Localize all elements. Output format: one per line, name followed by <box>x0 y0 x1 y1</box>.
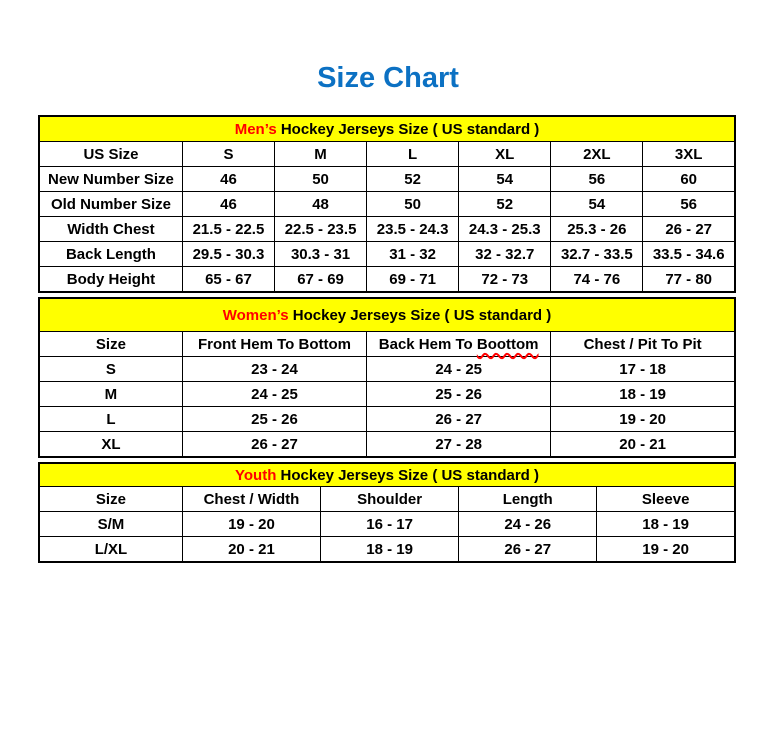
mens-size-table <box>38 115 736 293</box>
size-cell: 25.3 - 26 <box>551 217 643 242</box>
row-label: M <box>39 382 182 407</box>
table-row <box>39 242 735 267</box>
size-cell: 31 - 32 <box>367 242 459 267</box>
size-cell: 29.5 - 30.3 <box>182 242 274 267</box>
size-cell: 67 - 69 <box>275 267 367 293</box>
size-cell: 25 - 26 <box>182 407 366 432</box>
size-cell: 46 <box>182 192 274 217</box>
size-chart-tables <box>38 115 736 563</box>
size-cell: 60 <box>643 167 735 192</box>
table-title <box>39 298 735 332</box>
row-label: L <box>39 407 182 432</box>
row-label: Body Height <box>39 267 182 293</box>
size-cell: 24 - 25 <box>367 357 551 382</box>
row-label: XL <box>39 432 182 458</box>
column-header: Chest / Width <box>182 487 320 512</box>
size-cell: 46 <box>182 167 274 192</box>
column-header: XL <box>459 142 551 167</box>
column-header: M <box>275 142 367 167</box>
table-row <box>39 382 735 407</box>
size-cell: 33.5 - 34.6 <box>643 242 735 267</box>
size-cell: 50 <box>275 167 367 192</box>
table-title-text: Hockey Jerseys Size ( US standard ) <box>288 306 552 324</box>
column-header: US Size <box>39 142 182 167</box>
column-header-text: Back Hem To <box>378 335 477 353</box>
row-label: Back Length <box>39 242 182 267</box>
size-cell: 20 - 21 <box>182 537 320 563</box>
size-cell: 19 - 20 <box>551 407 735 432</box>
column-header: S <box>182 142 274 167</box>
column-header: Shoulder <box>321 487 459 512</box>
table-title-text: Hockey Jerseys Size ( US standard ) <box>276 466 539 484</box>
size-cell: 18 - 19 <box>551 382 735 407</box>
size-cell: 74 - 76 <box>551 267 643 293</box>
column-header: Size <box>39 332 182 357</box>
size-cell: 52 <box>459 192 551 217</box>
size-cell: 26 - 27 <box>182 432 366 458</box>
column-header: Size <box>39 487 182 512</box>
size-cell: 19 - 20 <box>597 537 735 563</box>
size-cell: 50 <box>367 192 459 217</box>
column-header: Length <box>459 487 597 512</box>
row-label: Width Chest <box>39 217 182 242</box>
row-label: S <box>39 357 182 382</box>
table-row <box>39 537 735 563</box>
size-cell: 54 <box>459 167 551 192</box>
table-row <box>39 192 735 217</box>
table-title-row <box>39 463 735 487</box>
table-title <box>39 116 735 142</box>
size-cell: 77 - 80 <box>643 267 735 293</box>
column-header: Sleeve <box>597 487 735 512</box>
size-cell: 24 - 25 <box>182 382 366 407</box>
table-title-row <box>39 298 735 332</box>
size-cell: 22.5 - 23.5 <box>275 217 367 242</box>
table-row <box>39 167 735 192</box>
size-cell: 56 <box>643 192 735 217</box>
column-header: 2XL <box>551 142 643 167</box>
size-cell: 32 - 32.7 <box>459 242 551 267</box>
size-cell: 16 - 17 <box>321 512 459 537</box>
column-header <box>367 332 551 357</box>
size-cell: 26 - 27 <box>367 407 551 432</box>
size-cell: 18 - 19 <box>597 512 735 537</box>
column-header-row <box>39 332 735 357</box>
table-row <box>39 407 735 432</box>
size-cell: 30.3 - 31 <box>275 242 367 267</box>
page-title: Size Chart <box>317 62 459 94</box>
size-cell: 21.5 - 22.5 <box>182 217 274 242</box>
size-cell: 69 - 71 <box>367 267 459 293</box>
table-title-text: Hockey Jerseys Size ( US standard ) <box>276 120 540 138</box>
table-row <box>39 512 735 537</box>
table-title-accent: Women’s <box>222 306 289 324</box>
table-title-accent: Men’s <box>234 120 277 138</box>
size-cell: 72 - 73 <box>459 267 551 293</box>
table-row <box>39 357 735 382</box>
size-cell: 32.7 - 33.5 <box>551 242 643 267</box>
size-cell: 19 - 20 <box>182 512 320 537</box>
size-cell: 52 <box>367 167 459 192</box>
column-header: L <box>367 142 459 167</box>
column-header: Chest / Pit To Pit <box>551 332 735 357</box>
size-cell: 26 - 27 <box>643 217 735 242</box>
table-row <box>39 267 735 293</box>
table-title <box>39 463 735 487</box>
column-header: 3XL <box>643 142 735 167</box>
womens-size-table <box>38 297 736 458</box>
table-title-row <box>39 116 735 142</box>
row-label: Old Number Size <box>39 192 182 217</box>
row-label: New Number Size <box>39 167 182 192</box>
youth-size-table <box>38 462 736 563</box>
column-header-row <box>39 487 735 512</box>
size-cell: 65 - 67 <box>182 267 274 293</box>
row-label: S/M <box>39 512 182 537</box>
size-cell: 24 - 26 <box>459 512 597 537</box>
table-row <box>39 432 735 458</box>
size-cell: 56 <box>551 167 643 192</box>
size-cell: 48 <box>275 192 367 217</box>
column-header: Front Hem To Bottom <box>182 332 366 357</box>
size-cell: 20 - 21 <box>551 432 735 458</box>
misspelled-word: Boottom <box>476 335 539 353</box>
size-cell: 54 <box>551 192 643 217</box>
size-cell: 25 - 26 <box>367 382 551 407</box>
size-cell: 23.5 - 24.3 <box>367 217 459 242</box>
size-cell: 17 - 18 <box>551 357 735 382</box>
size-cell: 27 - 28 <box>367 432 551 458</box>
size-cell: 24.3 - 25.3 <box>459 217 551 242</box>
size-cell: 23 - 24 <box>182 357 366 382</box>
row-label: L/XL <box>39 537 182 563</box>
table-title-accent: Youth <box>235 466 277 484</box>
size-cell: 26 - 27 <box>459 537 597 563</box>
size-cell: 18 - 19 <box>321 537 459 563</box>
column-header-row <box>39 142 735 167</box>
table-row <box>39 217 735 242</box>
